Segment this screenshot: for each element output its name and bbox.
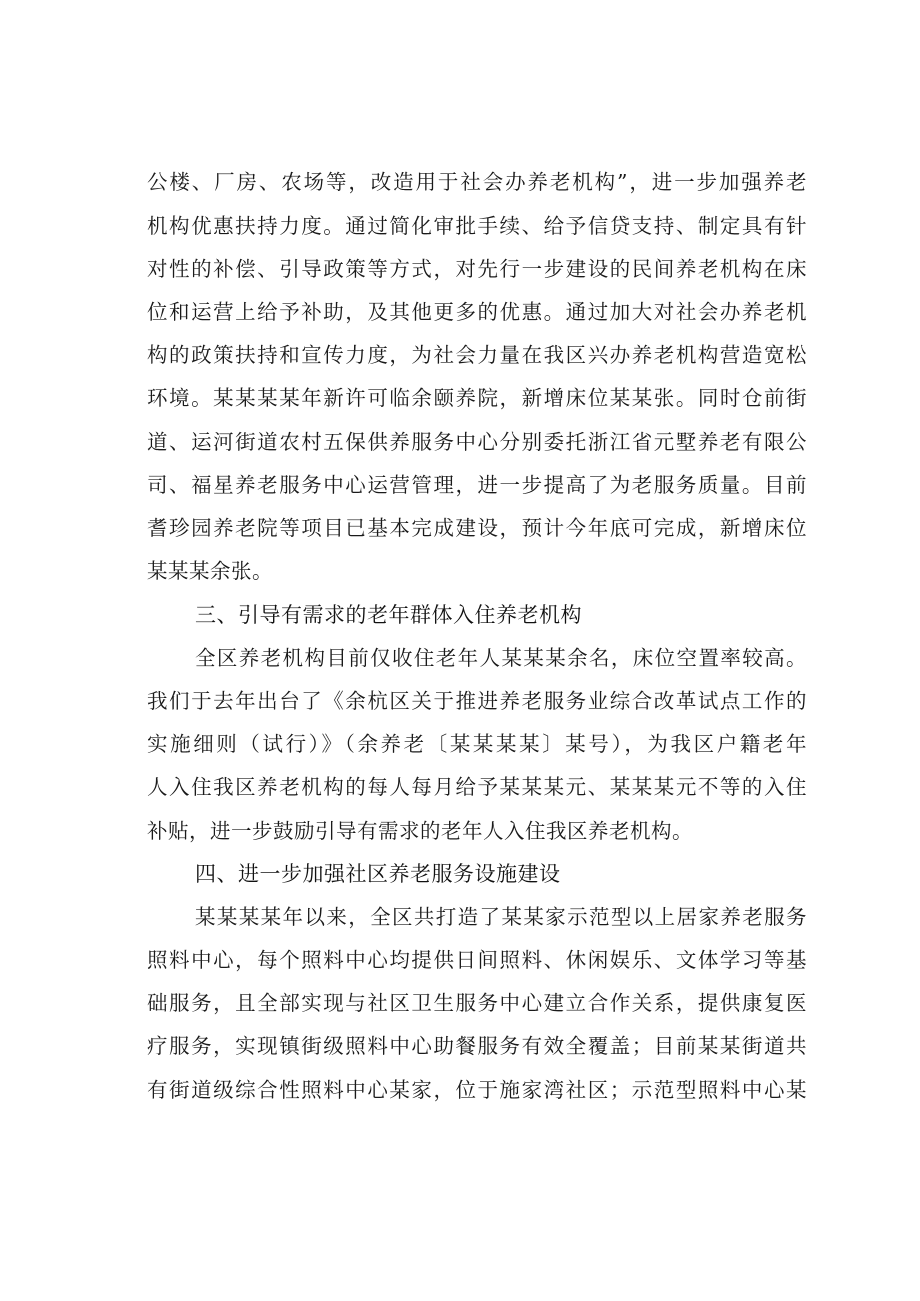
paragraph-line: 耆珍园养老院等项目已基本完成建设，预计今年底可完成，新增床位 bbox=[147, 516, 807, 540]
paragraph-line: 我们于去年出台了《余杭区关于推进养老服务业综合改革试点工作的 bbox=[147, 689, 807, 713]
paragraph-line: 某某某余张。 bbox=[147, 559, 273, 583]
paragraph-line: 有街道级综合性照料中心某家，位于施家湾社区；示范型照料中心某 bbox=[147, 1078, 807, 1102]
paragraph-line: 环境。某某某某年新许可临余颐养院，新增床位某某张。同时仓前街 bbox=[147, 386, 807, 410]
paragraph-line: 司、福星养老服务中心运营管理，进一步提高了为老服务质量。目前 bbox=[147, 473, 807, 497]
paragraph-line: 疗服务，实现镇街级照料中心助餐服务有效全覆盖；目前某某街道共 bbox=[147, 1034, 807, 1058]
section-heading-4: 四、进一步加强社区养老服务设施建设 bbox=[195, 862, 561, 886]
paragraph-line: 某某某某年以来，全区共打造了某某家示范型以上居家养老服务 bbox=[195, 905, 807, 929]
paragraph-line: 道、运河街道农村五保供养服务中心分别委托浙江省元墅养老有限公 bbox=[147, 430, 807, 454]
paragraph-line: 照料中心，每个照料中心均提供日间照料、休闲娱乐、文体学习等基 bbox=[147, 948, 807, 972]
paragraph-line: 对性的补偿、引导政策等方式，对先行一步建设的民间养老机构在床 bbox=[147, 257, 807, 281]
paragraph-line: 全区养老机构目前仅收住老年人某某某余名，床位空置率较高。 bbox=[195, 646, 807, 670]
section-heading-3: 三、引导有需求的老年群体入住养老机构 bbox=[195, 603, 582, 627]
paragraph-line: 补贴，进一步鼓励引导有需求的老年人入住我区养老机构。 bbox=[147, 819, 693, 843]
paragraph-line: 实施细则（试行）》（余养老〔某某某某〕某号），为我区户籍老年 bbox=[147, 732, 807, 756]
paragraph-line: 人入住我区养老机构的每人每月给予某某某元、某某某元不等的入住 bbox=[147, 775, 807, 799]
paragraph-line: 机构优惠扶持力度。通过简化审批手续、给予信贷支持、制定具有针 bbox=[147, 214, 807, 238]
paragraph-line: 础服务，且全部实现与社区卫生服务中心建立合作关系，提供康复医 bbox=[147, 991, 807, 1015]
paragraph-line: 公楼、厂房、农场等，改造用于社会办养老机构”，进一步加强养老 bbox=[147, 170, 807, 194]
paragraph-line: 构的政策扶持和宣传力度，为社会力量在我区兴办养老机构营造宽松 bbox=[147, 343, 807, 367]
paragraph-line: 位和运营上给予补助，及其他更多的优惠。通过加大对社会办养老机 bbox=[147, 300, 807, 324]
